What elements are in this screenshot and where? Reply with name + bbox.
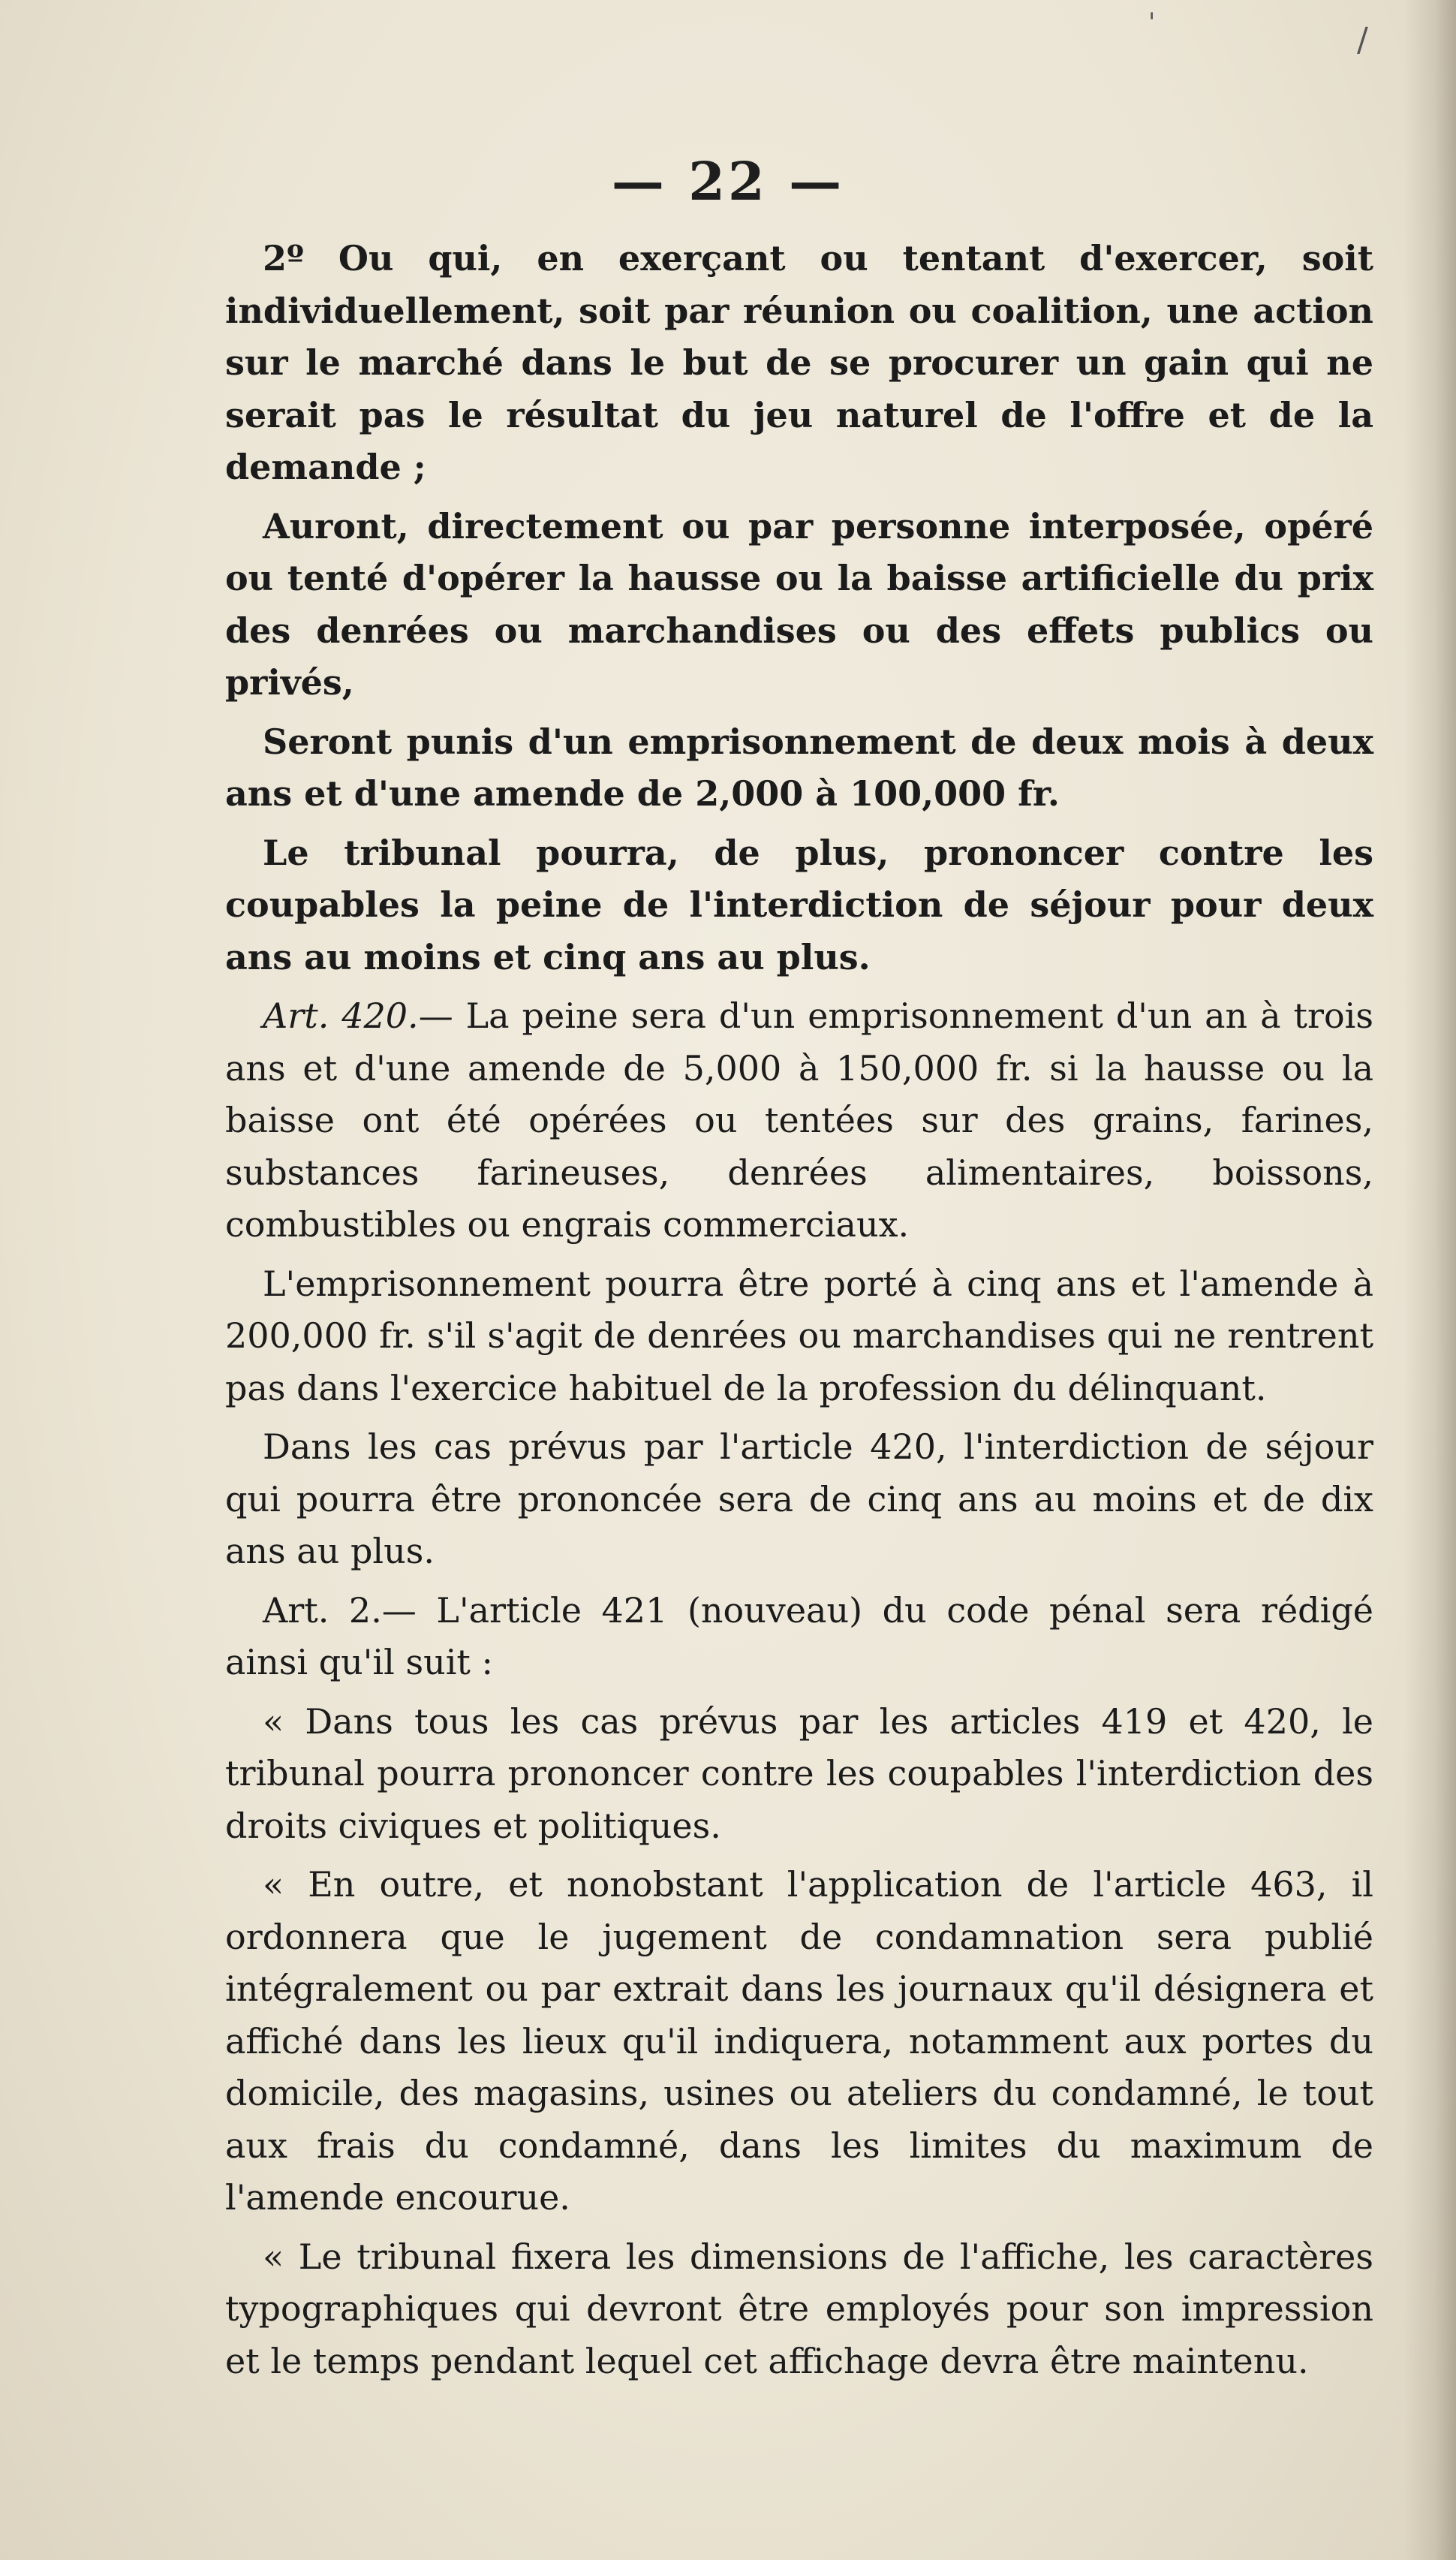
paragraph-poster: « Le tribunal fixera les dimensions de l'affiche, les caractères typographiques qui devront être employés pour son impression et le temps pendant lequel cet affichage devra être maintenu. [225,2236,1373,2381]
paragraph-extended-penalty: L'emprisonnement pourra être porté à cinq ans et l'amende à 200,000 fr. s'il s'agit de denrées ou marchandises qui ne rentrent pas dans l'exercice habituel de la profession du délinquant. [225,1263,1373,1408]
margin-mark: / [1357,21,1368,59]
article-reference: Art. 420. [263,995,419,1036]
margin-mark: ' [1148,8,1156,38]
paragraph-market-action: 2º Ou qui, en exerçant ou tentant d'exercer, soit individuellement, soit par réunion ou coalition, une action sur le marché dans le but de se procurer un gain qui ne serait pas le résultat du jeu naturel de l'offre et de la demande ; [225,238,1373,487]
page-number: — 22 — [611,150,845,212]
paragraph-civic-rights: « Dans tous les cas prévus par les articles 419 et 420, le tribunal pourra prononcer contre les coupables l'interdiction des droits civiques et politiques. [225,1700,1373,1846]
paragraph-publication: « En outre, et nonobstant l'application de l'article 463, il ordonnera que le jugement de condamnation sera publié intégralement ou par extrait dans les journaux qu'il désignera et affiché dans les lieux qu'il indiquera, notamment aux portes du domicile, des magasins, usines ou ateliers du condamné, le tout aux frais du condamné, dans les limites du maximum de l'amende encourue. [225,1864,1373,2218]
paragraph-penalty: Seront punis d'un emprisonnement de deux mois à deux ans et d'une amende de 2,000 à 100,000 fr. [225,721,1373,814]
paragraph-price-manipulation: Auront, directement ou par personne interposée, opéré ou tenté d'opérer la hausse ou la baisse artificielle du prix des denrées ou marchandises ou des effets publics ou privés, [225,505,1373,703]
paragraph-article-2: Art. 2.— L'article 421 (nouveau) du code pénal sera rédigé ainsi qu'il suit : [225,1589,1373,1682]
binding-gutter-shadow [1403,0,1456,2560]
article-420-text: — La peine sera d'un emprisonnement d'un an à trois ans et d'une amende de 5,000 à 150,000 fr. si la hausse ou la baisse ont été opérées ou tentées sur des grains, farines, substances farineuses, denrées alimentaires, boissons, combustibles ou engrais commerciaux. [225,995,1373,1245]
paragraph-article-420 [225,990,1373,1251]
paragraph-residence-ban: Le tribunal pourra, de plus, prononcer contre les coupables la peine de l'interdiction de séjour pour deux ans au moins et cinq ans au plus. [225,832,1373,977]
paragraph-article-420-ban: Dans les cas prévus par l'article 420, l'interdiction de séjour qui pourra être prononcée sera de cinq ans au moins et de dix ans au plus. [225,1426,1373,1571]
body-text [225,233,1373,2394]
